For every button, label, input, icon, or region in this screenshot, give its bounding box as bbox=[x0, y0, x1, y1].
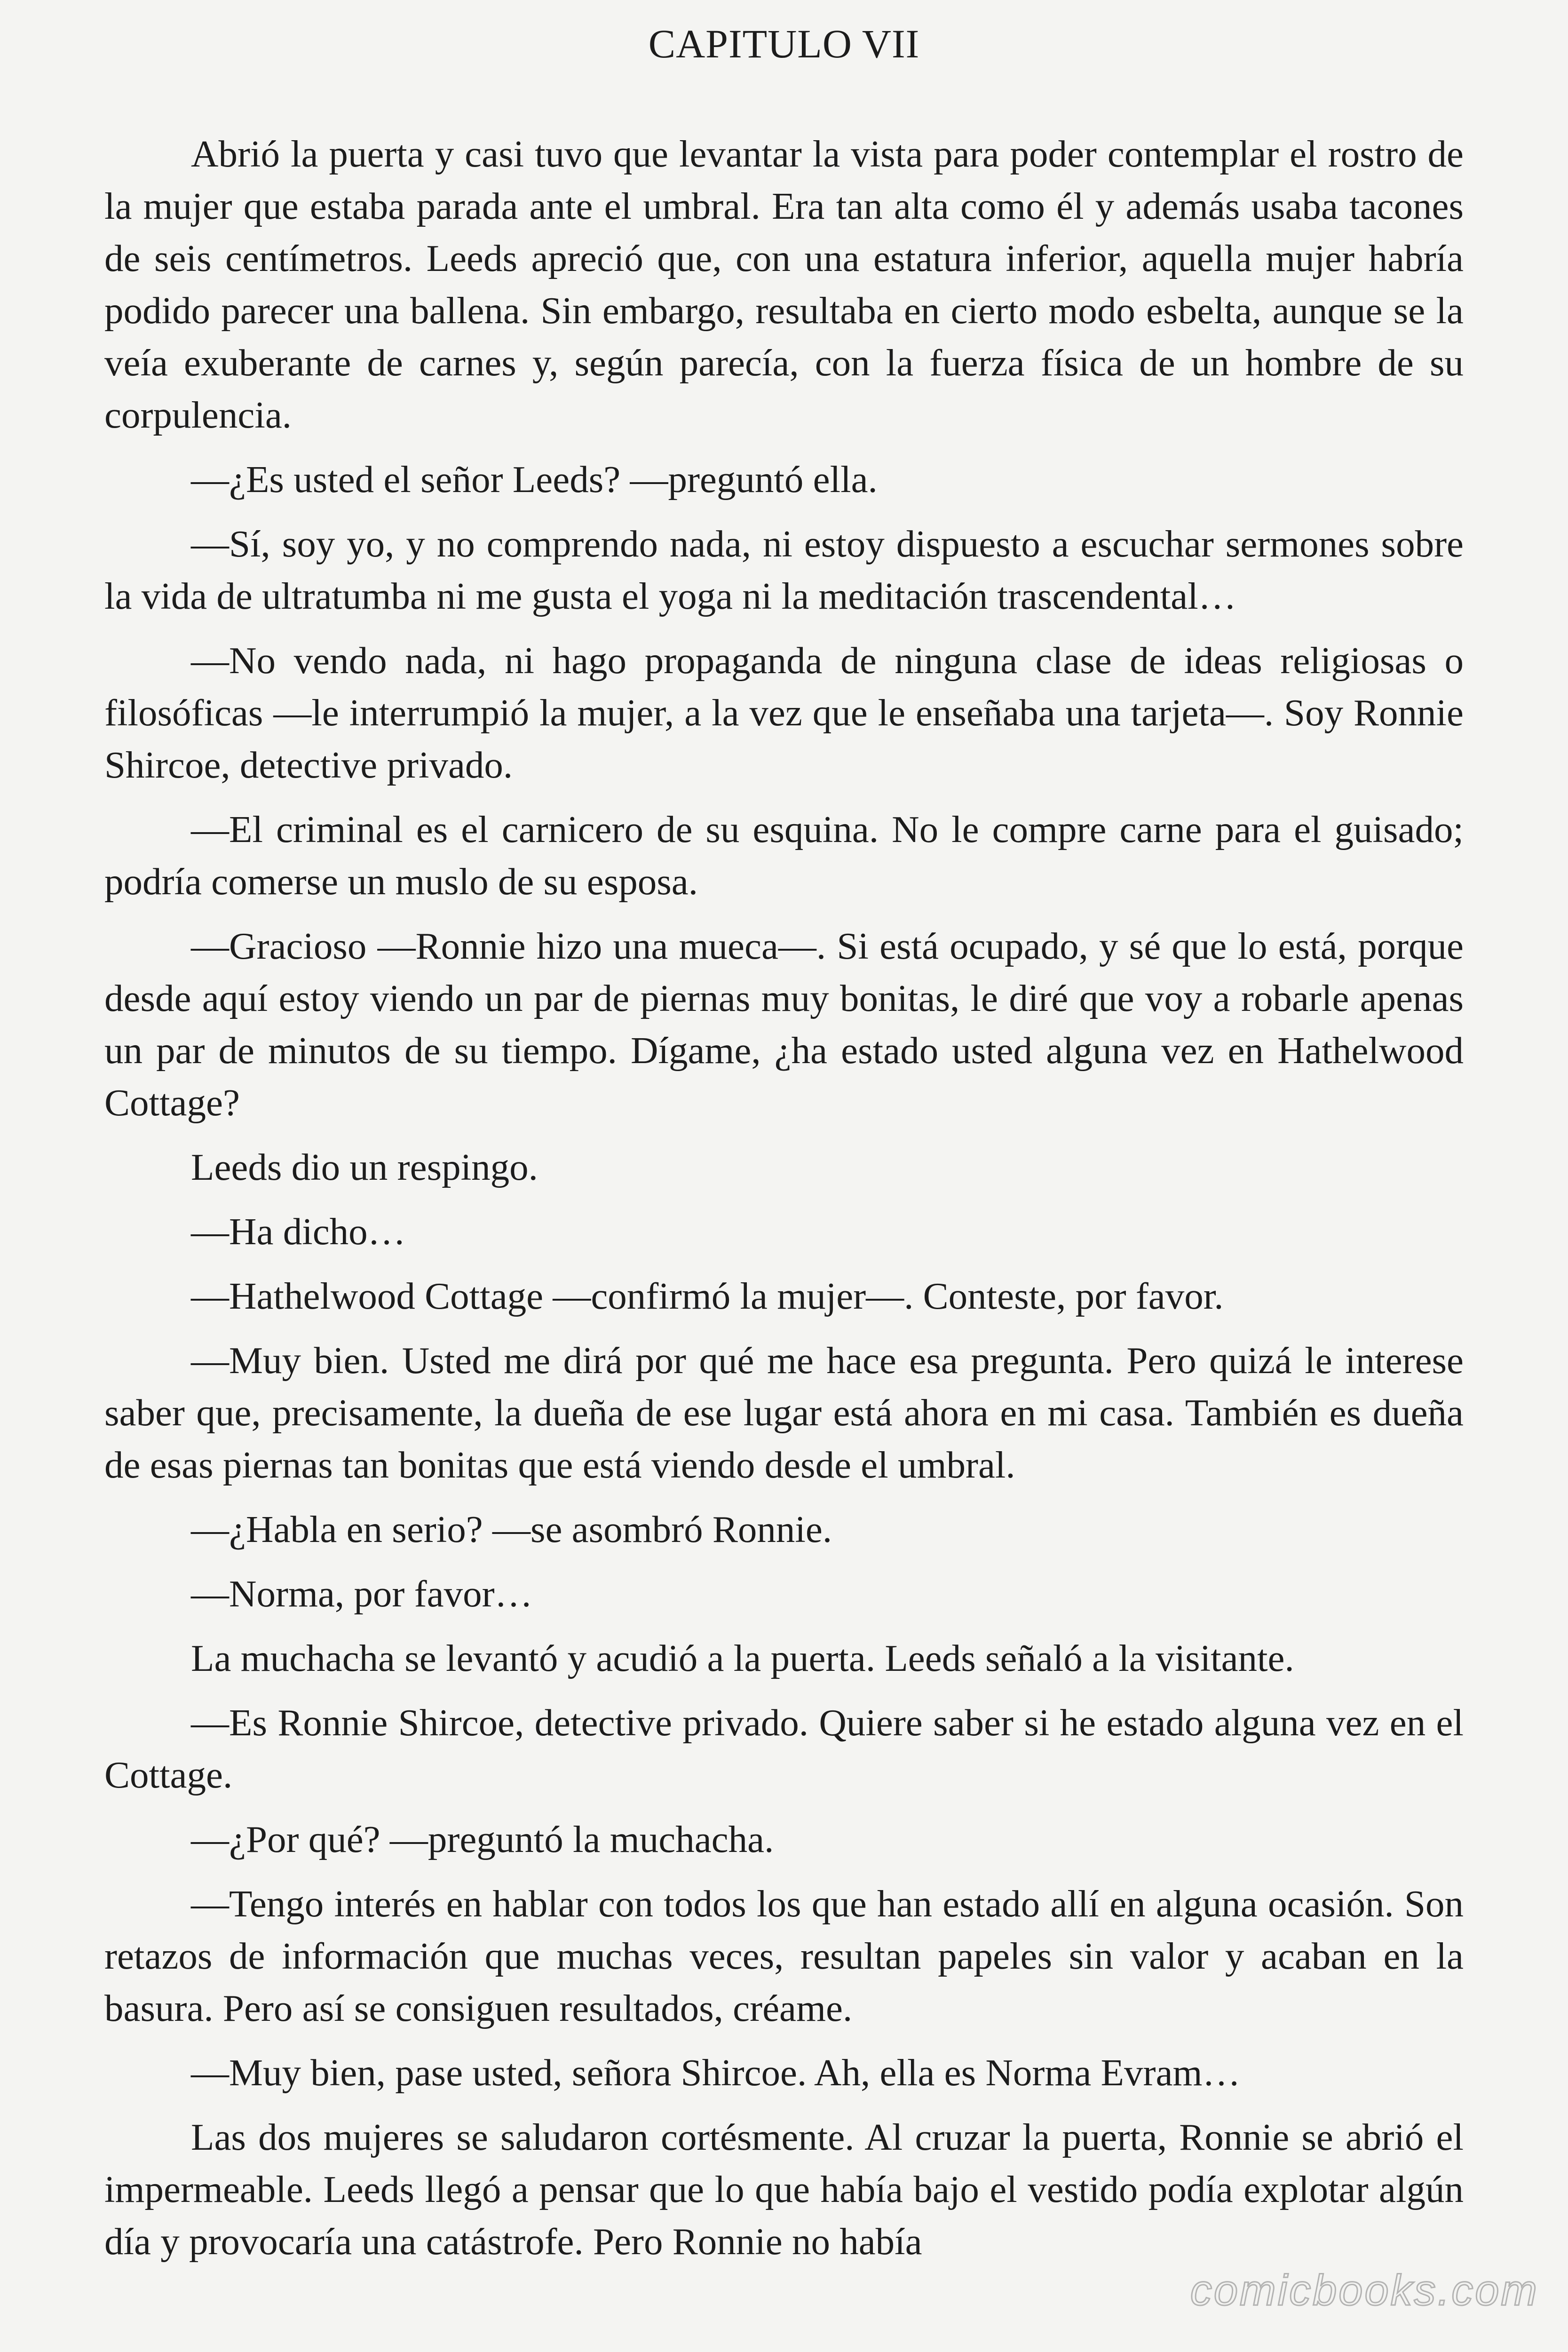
paragraph: —Gracioso —Ronnie hizo una mueca—. Si está ocupado, y sé que lo está, porque desde aquí estoy viendo un par de piernas muy bonitas, le diré que voy a robarle apenas un par de minutos de su tiempo. Dígame, ¿ha estado usted alguna vez en Hathelwood Cottage? bbox=[104, 925, 1464, 1124]
paragraph: —¿Habla en serio? —se asombró Ronnie. bbox=[191, 1508, 832, 1550]
paragraph: —No vendo nada, ni hago propaganda de ninguna clase de ideas religiosas o filosóficas —le interrumpió la mujer, a la vez que le enseñaba una tarjeta—. Soy Ronnie Shircoe, detective privado. bbox=[104, 639, 1464, 786]
paragraph: —Hathelwood Cottage —confirmó la mujer—. Conteste, por favor. bbox=[191, 1275, 1224, 1317]
paragraph: —El criminal es el carnicero de su esquina. No le compre carne para el guisado; podría comerse un muslo de su esposa. bbox=[104, 808, 1464, 903]
chapter-title: CAPITULO VII bbox=[648, 21, 920, 66]
paragraph: —Ha dicho… bbox=[191, 1210, 406, 1253]
paragraph: Leeds dio un respingo. bbox=[191, 1146, 538, 1188]
watermark: comicbooks.com bbox=[1190, 2266, 1539, 2314]
paragraph: —Muy bien, pase usted, señora Shircoe. Ah, ella es Norma Evram… bbox=[191, 2051, 1241, 2094]
paragraph: Abrió la puerta y casi tuvo que levantar la vista para poder contemplar el rostro de la mujer que estaba parada ante el umbral. Era tan alta como él y además usaba tacones de seis centímetros. Leeds apreció que, con una estatura inferior, aquella mujer habría podido parecer una ballena. Sin embargo, resultaba en cierto modo esbelta, aunque se la veía exuberante de carnes y, según parecía, con la fuerza física de un hombre de su corpulencia. bbox=[104, 133, 1464, 436]
paragraph: —Norma, por favor… bbox=[191, 1573, 533, 1615]
paragraph: —¿Es usted el señor Leeds? —preguntó ella. bbox=[191, 458, 878, 501]
paragraph: —Muy bien. Usted me dirá por qué me hace esa pregunta. Pero quizá le interese saber que, precisamente, la dueña de ese lugar está ahora en mi casa. También es dueña de esas piernas tan bonitas que está viendo desde el umbral. bbox=[104, 1339, 1464, 1486]
paragraph: La muchacha se levantó y acudió a la puerta. Leeds señaló a la visitante. bbox=[191, 1637, 1294, 1679]
paragraph: —Es Ronnie Shircoe, detective privado. Quiere saber si he estado alguna vez en el Cottage. bbox=[104, 1701, 1464, 1796]
body-text bbox=[104, 128, 1464, 2280]
paragraph: —¿Por qué? —preguntó la muchacha. bbox=[191, 1818, 774, 1860]
paragraph: —Sí, soy yo, y no comprendo nada, ni estoy dispuesto a escuchar sermones sobre la vida de ultratumba ni me gusta el yoga ni la meditación trascendental… bbox=[104, 523, 1464, 617]
paragraph: Las dos mujeres se saludaron cortésmente. Al cruzar la puerta, Ronnie se abrió el impermeable. Leeds llegó a pensar que lo que había bajo el vestido podía explotar algún día y provocaría una catástrofe. Pero Ronnie no había bbox=[104, 2116, 1464, 2263]
paragraph: —Tengo interés en hablar con todos los que han estado allí en alguna ocasión. Son retazos de información que muchas veces, resultan papeles sin valor y acaban en la basura. Pero así se consiguen resultados, créame. bbox=[104, 1883, 1464, 2029]
